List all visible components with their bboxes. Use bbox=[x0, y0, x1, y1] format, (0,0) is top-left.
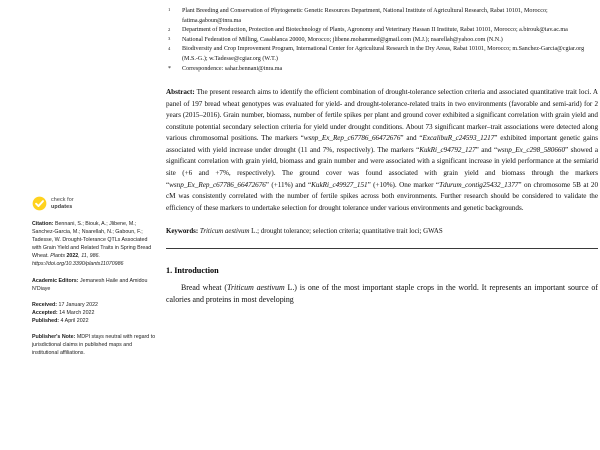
affiliation-text: National Federation of Milling, Casablanca 20000, Morocco; jlibene.mohammed@gmail.com (M.J.); nsarellah@yahoo.com (N.N.) bbox=[182, 36, 503, 43]
badge-line-2: updates bbox=[51, 203, 73, 210]
accepted-label: Accepted: bbox=[32, 309, 58, 316]
check-circle-icon bbox=[32, 196, 47, 211]
sidebar bbox=[32, 196, 156, 365]
keywords-list: L.; drought tolerance; selection criteria; quantitative trait loci; GWAS bbox=[249, 227, 443, 235]
affiliation-item bbox=[166, 36, 598, 46]
published-label: Published: bbox=[32, 317, 60, 324]
introduction-paragraph bbox=[166, 282, 598, 306]
publishers-note-text: MDPI stays neutral with regard to jurisdictional claims in published maps and institutional affiliations. bbox=[32, 334, 156, 357]
abstract-body: ” on chromosome 5B at 20 cM was consistently correlated with the number of fertile spikes across both environments. Further research should be considered to validate the efficiency of these markers to undertake selection for drought tolerance under various environments and genetic backgrounds. bbox=[166, 180, 598, 212]
abstract-body: ” (+10%). One marker “ bbox=[367, 180, 440, 189]
academic-editors-label: Academic Editors: bbox=[32, 277, 79, 284]
abstract-body: The present research aims to identify the efficient combination of drought-tolerance selection criteria and associated quantitative trait loci. A panel of 197 bread wheat genotypes was evaluated for yield- and drought-tolerance-related traits in two environments (favorable and semi-arid) for 2 years (2015–2016). Grain number, biomass, number of fertile spikes per plant and ground cover exhibited a significant correlation with grain yield and constitute potential secondary selection criteria for yield under drought conditions. About 73 significant marker–trait associations were detected along various chromosomal positions. The markers “ bbox=[166, 88, 598, 143]
marker-name: Tdurum_contig25432_1377 bbox=[439, 180, 519, 189]
check-for-updates-label bbox=[51, 197, 74, 209]
affiliation-text: Biodiversity and Crop Improvement Program, International Center for Agricultural Research in the Dry Areas, Rabat 10101, Morocco; m.Sanchez-Garcia@cgiar.org (M.S.-G.); w.Tadesse@cgiar.org (W.T.) bbox=[182, 46, 585, 62]
dates-block bbox=[32, 301, 156, 325]
intro-text-pre: Bread wheat ( bbox=[181, 282, 228, 292]
marker-name: ExcalibuR_c24593_1217 bbox=[422, 134, 495, 143]
affiliation-marker: 4 bbox=[168, 45, 171, 51]
keywords-line bbox=[166, 227, 598, 237]
academic-editors-names: Jemanesh Haile and Amidou N'Diaye bbox=[32, 277, 148, 292]
section-divider bbox=[166, 248, 598, 249]
citation-journal: Plants bbox=[50, 253, 65, 260]
affiliation-item bbox=[166, 45, 598, 64]
correspondence-marker: * bbox=[168, 66, 171, 73]
abstract-body: ” and “ bbox=[475, 145, 498, 154]
abstract-paragraph bbox=[166, 87, 598, 214]
check-for-updates-badge[interactable] bbox=[32, 196, 156, 211]
intro-species: Triticum aestivum bbox=[227, 282, 285, 292]
keywords-label: Keywords: bbox=[166, 227, 199, 235]
badge-line-1: check for bbox=[51, 197, 74, 204]
received-label: Received: bbox=[32, 301, 58, 308]
publishers-note-label: Publisher's Note: bbox=[32, 334, 76, 341]
abstract-body: ” exhibited important genetic gains associated with yield increase under drought (11 and 7%, respectively). The markers “ bbox=[166, 134, 598, 154]
accepted-value: 14 March 2022 bbox=[57, 309, 95, 316]
citation-label: Citation: bbox=[32, 221, 54, 227]
affiliation-item bbox=[166, 7, 598, 26]
abstract-body: ” (+11%) and “ bbox=[265, 180, 312, 189]
affiliations-list bbox=[166, 7, 598, 74]
intro-text-post: L.) is one of the most important staple crops in the world. It represents an important source of calories and proteins in most developing bbox=[166, 282, 598, 304]
affiliation-marker: 3 bbox=[168, 36, 171, 42]
abstract-body: ” showed a significant correlation with grain yield, biomass and grain number and were associated with a significant increase in yield performance at the semiarid site (+6 and +7%, respectively). The ground cover was found associated with grain yield and biomass through the markers “ bbox=[166, 145, 598, 189]
main-column bbox=[166, 7, 598, 306]
correspondence-text: Correspondence: sahar.bennani@inra.ma bbox=[182, 65, 283, 72]
affiliation-marker: 2 bbox=[168, 26, 171, 32]
citation-issue[interactable]: , 11, 986. https://doi.org/10.3390/plants11070986 bbox=[32, 253, 124, 268]
abstract-body: ” and “ bbox=[400, 134, 423, 143]
abstract-label: Abstract: bbox=[166, 88, 195, 97]
keywords-species: Triticum aestivum bbox=[198, 227, 250, 235]
introduction-heading: 1. Introduction bbox=[166, 265, 219, 275]
publishers-note-block bbox=[32, 333, 156, 357]
received-value: 17 January 2022 bbox=[57, 301, 98, 308]
marker-name: KukRi_c49927_151 bbox=[311, 180, 368, 189]
published-value: 4 April 2022 bbox=[59, 317, 89, 324]
published-date bbox=[32, 317, 156, 325]
marker-name: KukRi_c94792_127 bbox=[419, 145, 476, 154]
marker-name: wsnp_Ex_Rep_c67786_66472676 bbox=[303, 134, 401, 143]
marker-name: wsnp_Ex_c298_580660 bbox=[497, 145, 566, 154]
citation-text: Bennani, S.; Biouk, A.; Jlibene, M.; Sanchez-Garcia, M.; Nsarellah, N.; Gaboun, F.; Tadesse, W. Drought-Tolerance QTLs Associated with Grain Yield and Related Traits in Spring Bread Wheat. bbox=[32, 221, 152, 260]
citation-year: 2022 bbox=[65, 253, 79, 260]
affiliation-marker: 1 bbox=[168, 7, 171, 13]
correspondence-item bbox=[166, 65, 598, 75]
affiliation-item bbox=[166, 26, 598, 36]
received-date bbox=[32, 301, 156, 309]
accepted-date bbox=[32, 309, 156, 317]
academic-editors-block bbox=[32, 277, 156, 293]
affiliation-text: Department of Production, Protection and Biotechnology of Plants, Agronomy and Veterinary Hassan II Institute, Rabat 10101, Morocco; a.birouk@iav.ac.ma bbox=[182, 27, 568, 34]
citation-block bbox=[32, 220, 156, 269]
affiliation-text: Plant Breeding and Conservation of Phytogenetic Genetic Resources Department, National Institute of Agricultural Research, Rabat 10101, Morocco; fatima.gaboun@inra.ma bbox=[182, 8, 548, 24]
marker-name: wsnp_Ex_Rep_c67786_66472676 bbox=[169, 180, 266, 189]
